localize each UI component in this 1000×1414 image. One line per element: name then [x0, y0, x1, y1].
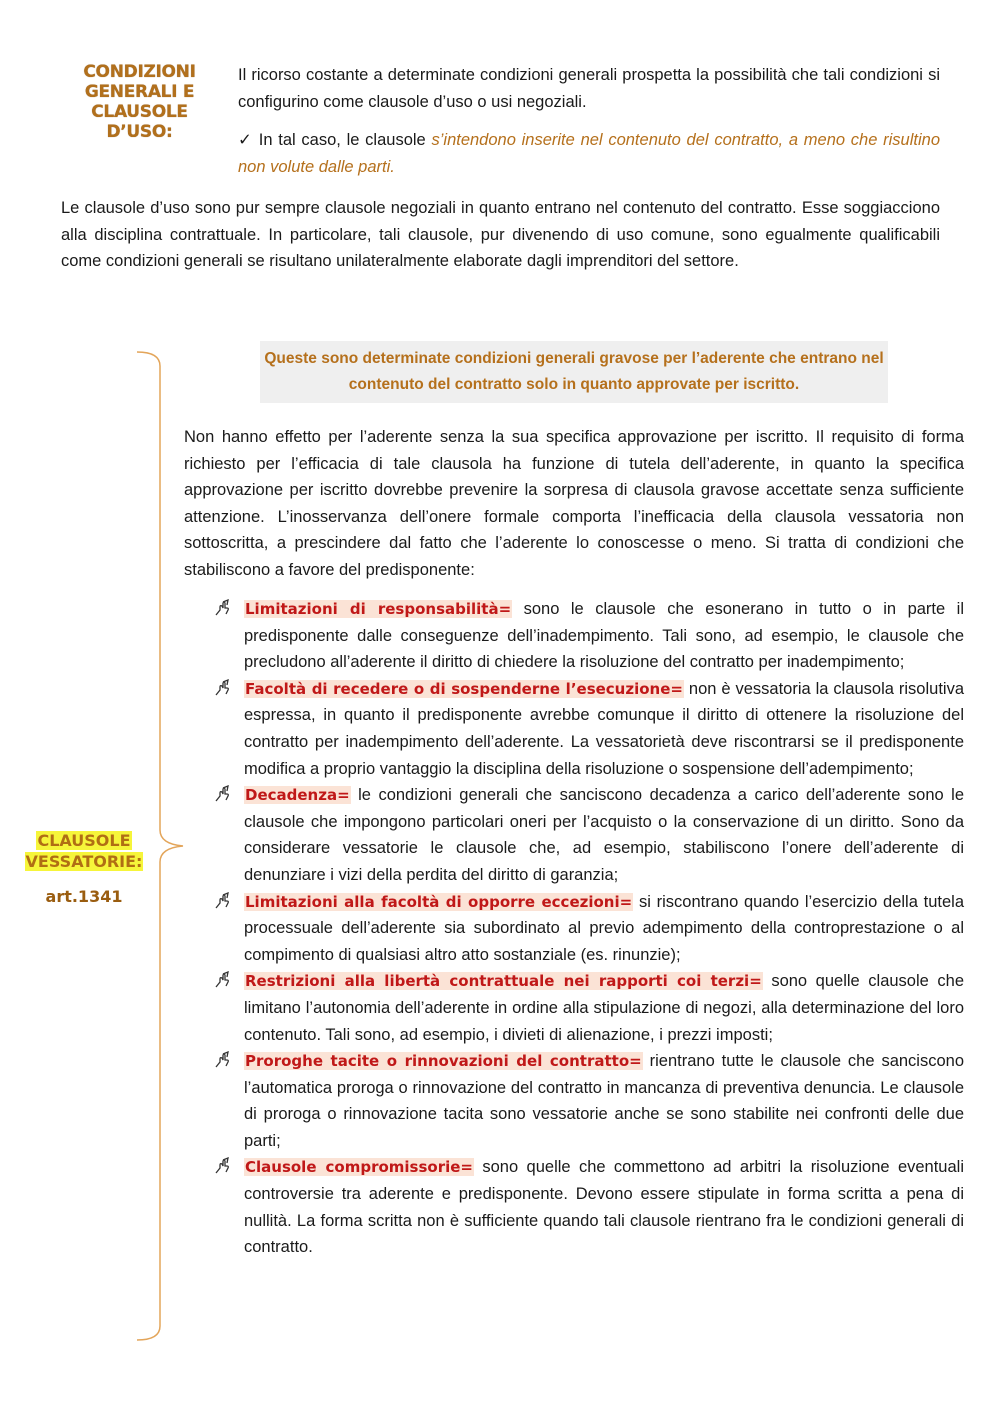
article-reference: art.1341 — [45, 887, 123, 906]
hand-pointing-arrow-icon — [214, 971, 232, 989]
list-item — [214, 676, 964, 782]
list-item — [214, 1154, 964, 1260]
vessatorie-list — [214, 596, 964, 1261]
list-item-term: Facoltà di recedere o di sospenderne l’esecuzione= — [245, 679, 683, 698]
hand-pointing-arrow-icon — [214, 679, 232, 697]
hand-pointing-arrow-icon — [214, 1051, 232, 1069]
list-item-text: rientrano tutte le clausole che sanciscono l’automatica proroga o rinnovazione del contratto in mancanza di preventiva denuncia. Le clausole di proroga o rinnovazione tacita sono vessatorie anche se sono stabilite nei confronti delle due parti; — [244, 1052, 964, 1150]
list-item-text: sono le clausole che esonerano in tutto o in parte il predisponente dalle conseguenze dell’inadempimento. Tali sono, ad esempio, le clausole che precludono all’aderente il diritto di chiedere la risoluzione del contratto per inadempimento; — [244, 600, 964, 672]
list-item-text: le condizioni generali che sanciscono decadenza a carico dell’aderente sono le clausole che impongono particolari oneri per l’acquisto o la conservazione di un diritto. Sono da considerare vessatorie le clausole che, ad esempio, stabiliscono l’onere dell’aderente di denunziare i vizi della perdita del diritto di garanzia; — [244, 786, 964, 884]
paragraph-intro-vessatorie: Non hanno effetto per l’aderente senza la sua specifica approvazione per iscritto. Il requisito di forma richiesto per l’efficacia di tale clausola ha funzione di tutela dell’aderente, in quanto la specifica approvazione per iscritto dovrebbe prevenire la sorpresa di clausola gravose accettate senza sufficiente attenzione. L’inosservanza dell’onere formale comporta l’inefficacia della clausola vessatoria non sottoscritta, a prescindere dal fatto che l’aderente lo conoscesse o meno. Si tratta di condizioni che stabiliscono a favore del predisponente: — [184, 428, 964, 579]
hand-pointing-arrow-icon — [214, 892, 232, 910]
list-item-term: Limitazioni di responsabilità= — [245, 600, 512, 618]
list-item-term: Limitazioni alla facoltà di opporre eccezioni= — [245, 892, 633, 911]
hand-pointing-arrow-icon — [214, 1157, 232, 1175]
section-title-clausole-vessatorie — [20, 830, 148, 872]
section-title-condizioni-generali: CONDIZIONI GENERALI E CLAUSOLE D’USO: — [83, 62, 196, 142]
title-line-2: VESSATORIE: — [25, 852, 143, 871]
hand-pointing-arrow-icon — [214, 785, 232, 803]
checkmark-text: ✓ In tal caso, le clausole — [238, 131, 432, 149]
list-item-term: Decadenza= — [245, 786, 350, 805]
list-item — [214, 889, 964, 969]
paragraph-uso-costante: Il ricorso costante a determinate condizioni generali prospetta la possibilità che tali condizioni si configurino come clausole d’uso o usi negoziali. — [238, 66, 940, 111]
list-item-text: non è vessatoria la clausola risolutiva espressa, in quanto il predisponente avrebbe comunque il diritto di ottenere la risoluzione del contratto per inadempimento dell’aderente. La vessatorietà deve riscontrarsi se il predisponente modifica a proprio vantaggio la disciplina della risoluzione o sospensione dell’adempimento; — [244, 679, 964, 778]
list-item-term: Proroghe tacite o rinnovazioni del contratto= — [245, 1052, 642, 1071]
list-item — [214, 782, 964, 888]
title-line-1: CLAUSOLE — [37, 831, 131, 850]
paragraph-clausole-uso: Le clausole d’uso sono pur sempre clausole negoziali in quanto entrano nel contenuto del contratto. Esse soggiacciono alla disciplina contrattuale. In particolare, tali clausole, pur divenendo di uso comune, sono egualmente qualificabili come condizioni generali se risultano unilateralmente elaborate dagli imprenditori del settore. — [61, 199, 940, 270]
list-item-text: sono quelle clausole che limitano l’autonomia dell’aderente in ordine alla stipulazione di negozi, alla determinazione del loro contenuto. Tali sono, ad esempio, i divieti di alienazione, i prezzi imposti; — [244, 972, 964, 1044]
list-item — [214, 1048, 964, 1154]
italic-highlight: s’intendono inserite nel contenuto del contratto, a meno che risultino non volute dalle parti. — [238, 131, 941, 176]
list-item — [214, 968, 964, 1048]
paragraph-clausole-inserite — [238, 127, 940, 181]
list-item — [214, 596, 964, 676]
hand-pointing-arrow-icon — [214, 599, 232, 617]
callout-definition: Queste sono determinate condizioni generali gravose per l’aderente che entrano nel contenuto del contratto solo in quanto approvate per iscritto. — [260, 341, 888, 403]
list-item-term: Clausole compromissorie= — [245, 1158, 473, 1177]
list-item-term: Restrizioni alla libertà contrattuale nei rapporti coi terzi= — [245, 972, 762, 991]
list-item-text: si riscontrano quando l’esercizio della tutela processuale dell’aderente sia subordinato al previo adempimento della controprestazione o al compimento di qualsiasi altro atto sostanziale (es. rinunzie); — [244, 892, 964, 964]
list-item-text: sono quelle che commettono ad arbitri la risoluzione eventuali controversie tra aderente e predisponente. Devono essere stipulate in forma scritta a pena di nullità. La forma scritta non è sufficiente quando tali clausole rientrano fra le condizioni generali di contratto. — [244, 1158, 964, 1257]
